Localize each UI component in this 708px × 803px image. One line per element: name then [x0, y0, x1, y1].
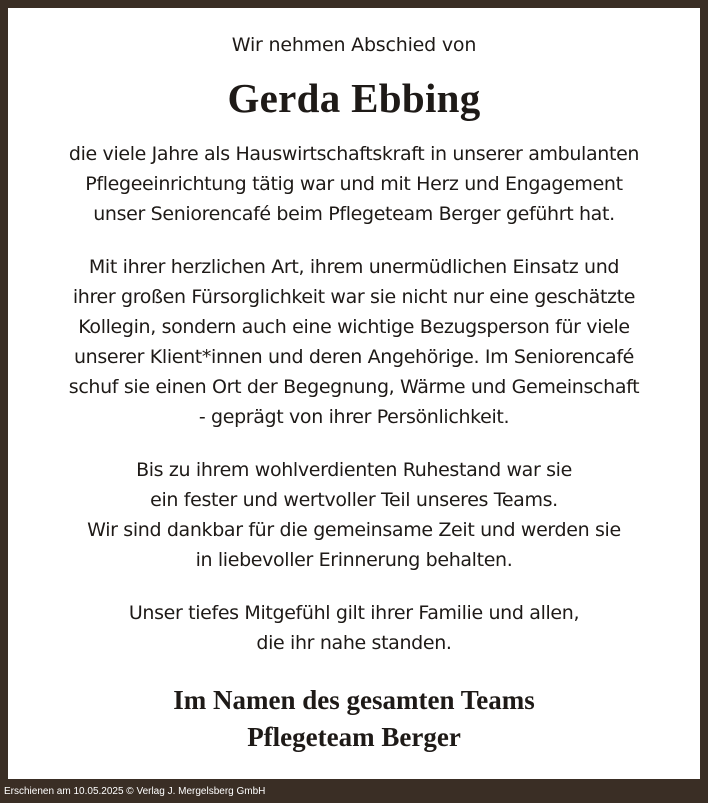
paragraph-line: Bis zu ihrem wohlverdienten Ruhestand war sie — [136, 459, 572, 481]
paragraph-line: ihrer großen Fürsorglichkeit war sie nicht nur eine geschätzte — [72, 286, 636, 308]
paragraph-line: Pflegeeinrichtung tätig war und mit Herz und Engagement — [85, 173, 623, 195]
paragraph-line: Mit ihrer herzlichen Art, ihrem unermüdlichen Einsatz und — [88, 256, 620, 278]
paragraph-line: die ihr nahe standen. — [256, 632, 452, 654]
paragraph-line: Kollegin, sondern auch eine wichtige Bezugsperson für viele — [78, 316, 630, 338]
paragraph-line: Unser tiefes Mitgefühl gilt ihrer Familie und allen, — [128, 602, 580, 624]
paragraph-line: ein fester und wertvoller Teil unseres Teams. — [150, 489, 558, 511]
intro-line: Wir nehmen Abschied von — [231, 34, 477, 56]
paragraph-line: - geprägt von ihrer Persönlichkeit. — [198, 406, 510, 428]
publication-footer: Erschienen am 10.05.2025 © Verlag J. Mergelsberg GmbH — [4, 786, 266, 797]
deceased-name: Gerda Ebbing — [227, 75, 481, 121]
signature-line: Im Namen des gesamten Teams — [173, 685, 535, 715]
obituary-notice — [8, 8, 700, 779]
paragraph-line: unser Seniorencafé beim Pflegeteam Berger geführt hat. — [93, 203, 615, 225]
paragraph-line: unserer Klient*innen und deren Angehörige. Im Seniorencafé — [73, 346, 635, 368]
paragraph-line: die viele Jahre als Hauswirtschaftskraft in unserer ambulanten — [68, 143, 640, 165]
signature-line: Pflegeteam Berger — [247, 722, 461, 752]
paragraph-line: in liebevoller Erinnerung behalten. — [195, 549, 513, 571]
paragraph-line: schuf sie einen Ort der Begegnung, Wärme und Gemeinschaft — [68, 376, 640, 398]
paragraph-line: Wir sind dankbar für die gemeinsame Zeit und werden sie — [87, 519, 621, 541]
